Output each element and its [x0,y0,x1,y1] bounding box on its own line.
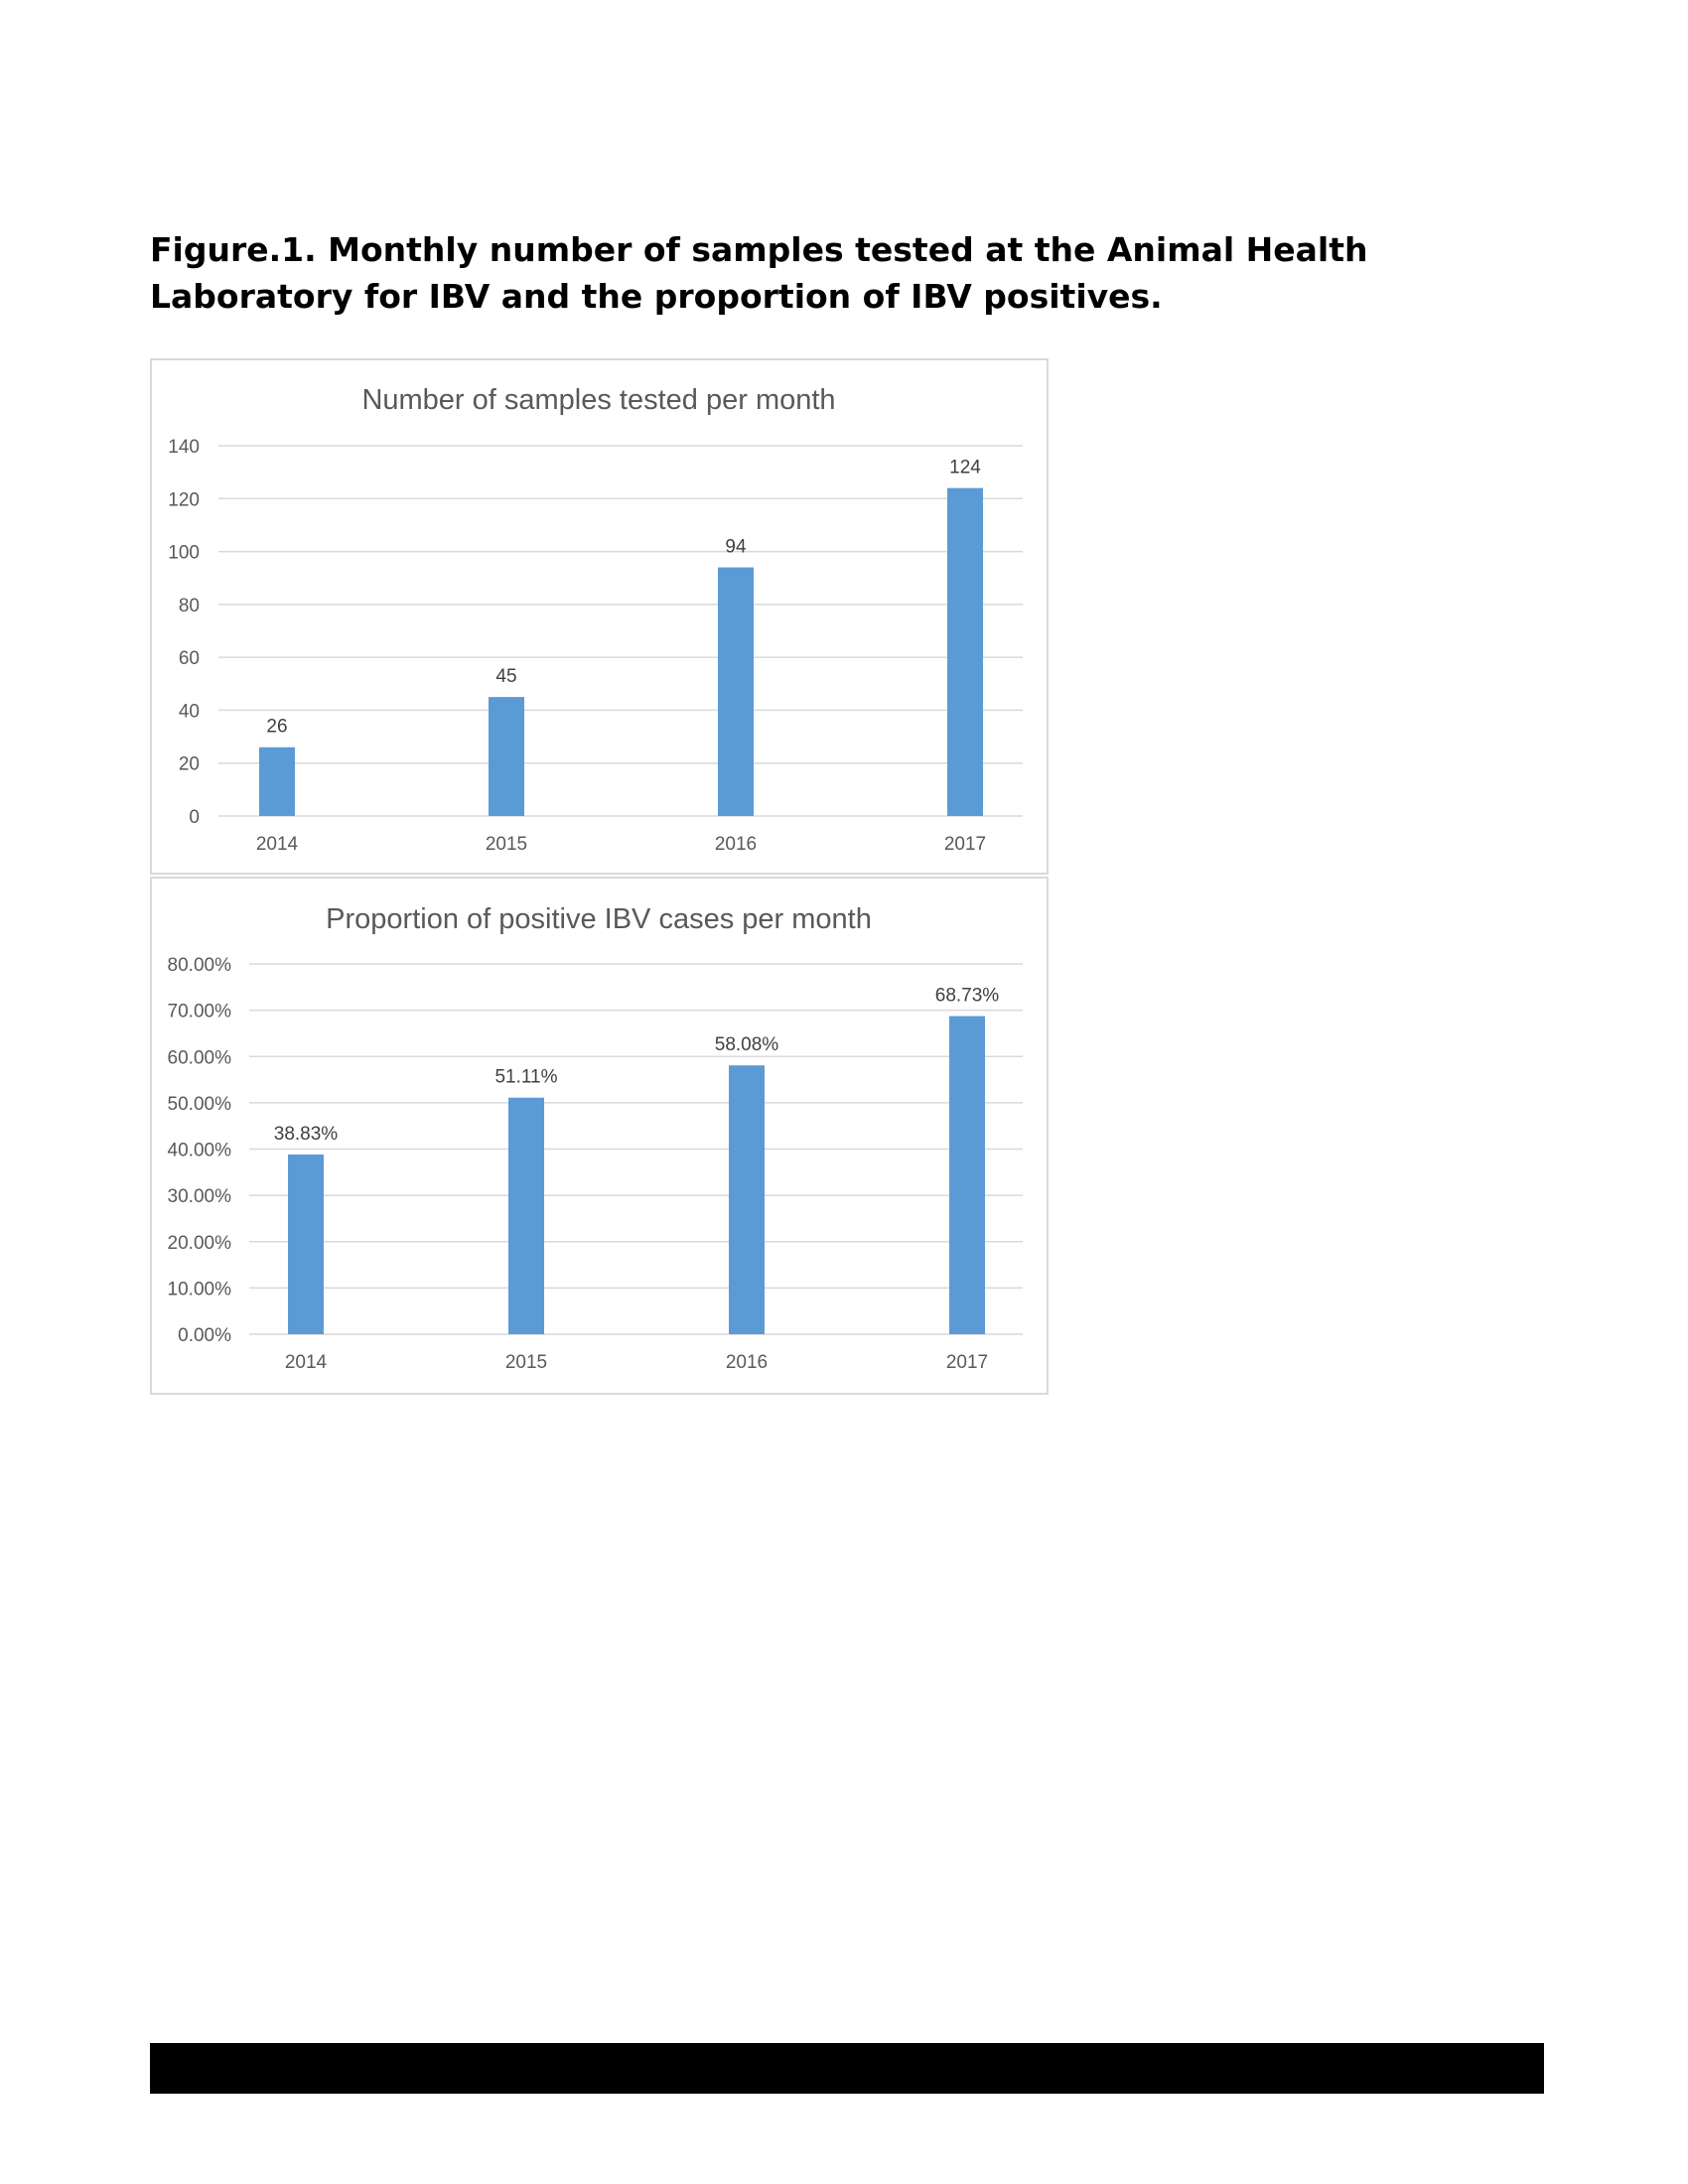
bar-2015 [508,1098,544,1334]
y-tick-label: 100 [168,542,200,564]
y-tick-label: 0.00% [178,1325,231,1346]
data-label-2016: 58.08% [714,1034,779,1056]
bar-2014 [288,1155,324,1334]
x-tick-label-2017: 2017 [945,1352,989,1373]
y-tick-label: 20 [178,753,200,775]
x-tick-label-2016: 2016 [714,834,758,855]
y-tick-label: 70.00% [167,1001,231,1023]
y-tick-label: 60.00% [167,1047,231,1069]
x-tick-label-2016: 2016 [725,1352,769,1373]
data-label-2014: 38.83% [273,1123,339,1145]
data-label-2014: 26 [266,716,288,738]
data-label-2016: 94 [725,536,747,558]
y-tick-label: 40.00% [167,1140,231,1161]
data-label-2015: 51.11% [494,1066,558,1088]
chart-title: Proportion of positive IBV cases per month [326,903,872,935]
x-tick-label-2014: 2014 [284,1352,328,1373]
chart-positive-proportion [150,877,1049,1395]
y-tick-label: 60 [178,648,200,670]
bar-2014 [259,748,295,816]
y-tick-label: 20.00% [167,1232,231,1254]
x-tick-label-2015: 2015 [504,1352,548,1373]
chart-title: Number of samples tested per month [361,384,836,416]
figure-caption: Figure.1. Monthly number of samples tested at the Animal Health Laboratory for IBV and the proportion of IBV positives. [150,230,1368,316]
y-tick-label: 140 [168,437,200,458]
y-tick-label: 80.00% [167,955,231,976]
y-tick-label: 120 [168,489,200,511]
x-tick-label-2017: 2017 [943,834,987,855]
y-tick-label: 10.00% [167,1279,231,1300]
footer-bar [150,2043,1544,2094]
bar-2017 [949,1017,985,1334]
y-tick-label: 0 [189,807,200,828]
bar-2016 [718,568,754,816]
chart-samples-tested [150,358,1049,875]
chart-positive-proportion-svg [152,879,1047,1393]
y-tick-label: 40 [178,701,200,723]
x-tick-label-2015: 2015 [485,834,528,855]
data-label-2015: 45 [495,666,517,688]
bar-2015 [489,697,524,816]
data-label-2017: 124 [949,457,981,478]
bar-2017 [947,488,983,816]
x-tick-label-2014: 2014 [255,834,299,855]
y-tick-label: 30.00% [167,1186,231,1208]
data-label-2017: 68.73% [934,985,1000,1007]
bar-2016 [729,1065,765,1334]
chart-samples-tested-svg [152,360,1047,873]
y-tick-label: 50.00% [167,1093,231,1115]
y-tick-label: 80 [178,595,200,616]
